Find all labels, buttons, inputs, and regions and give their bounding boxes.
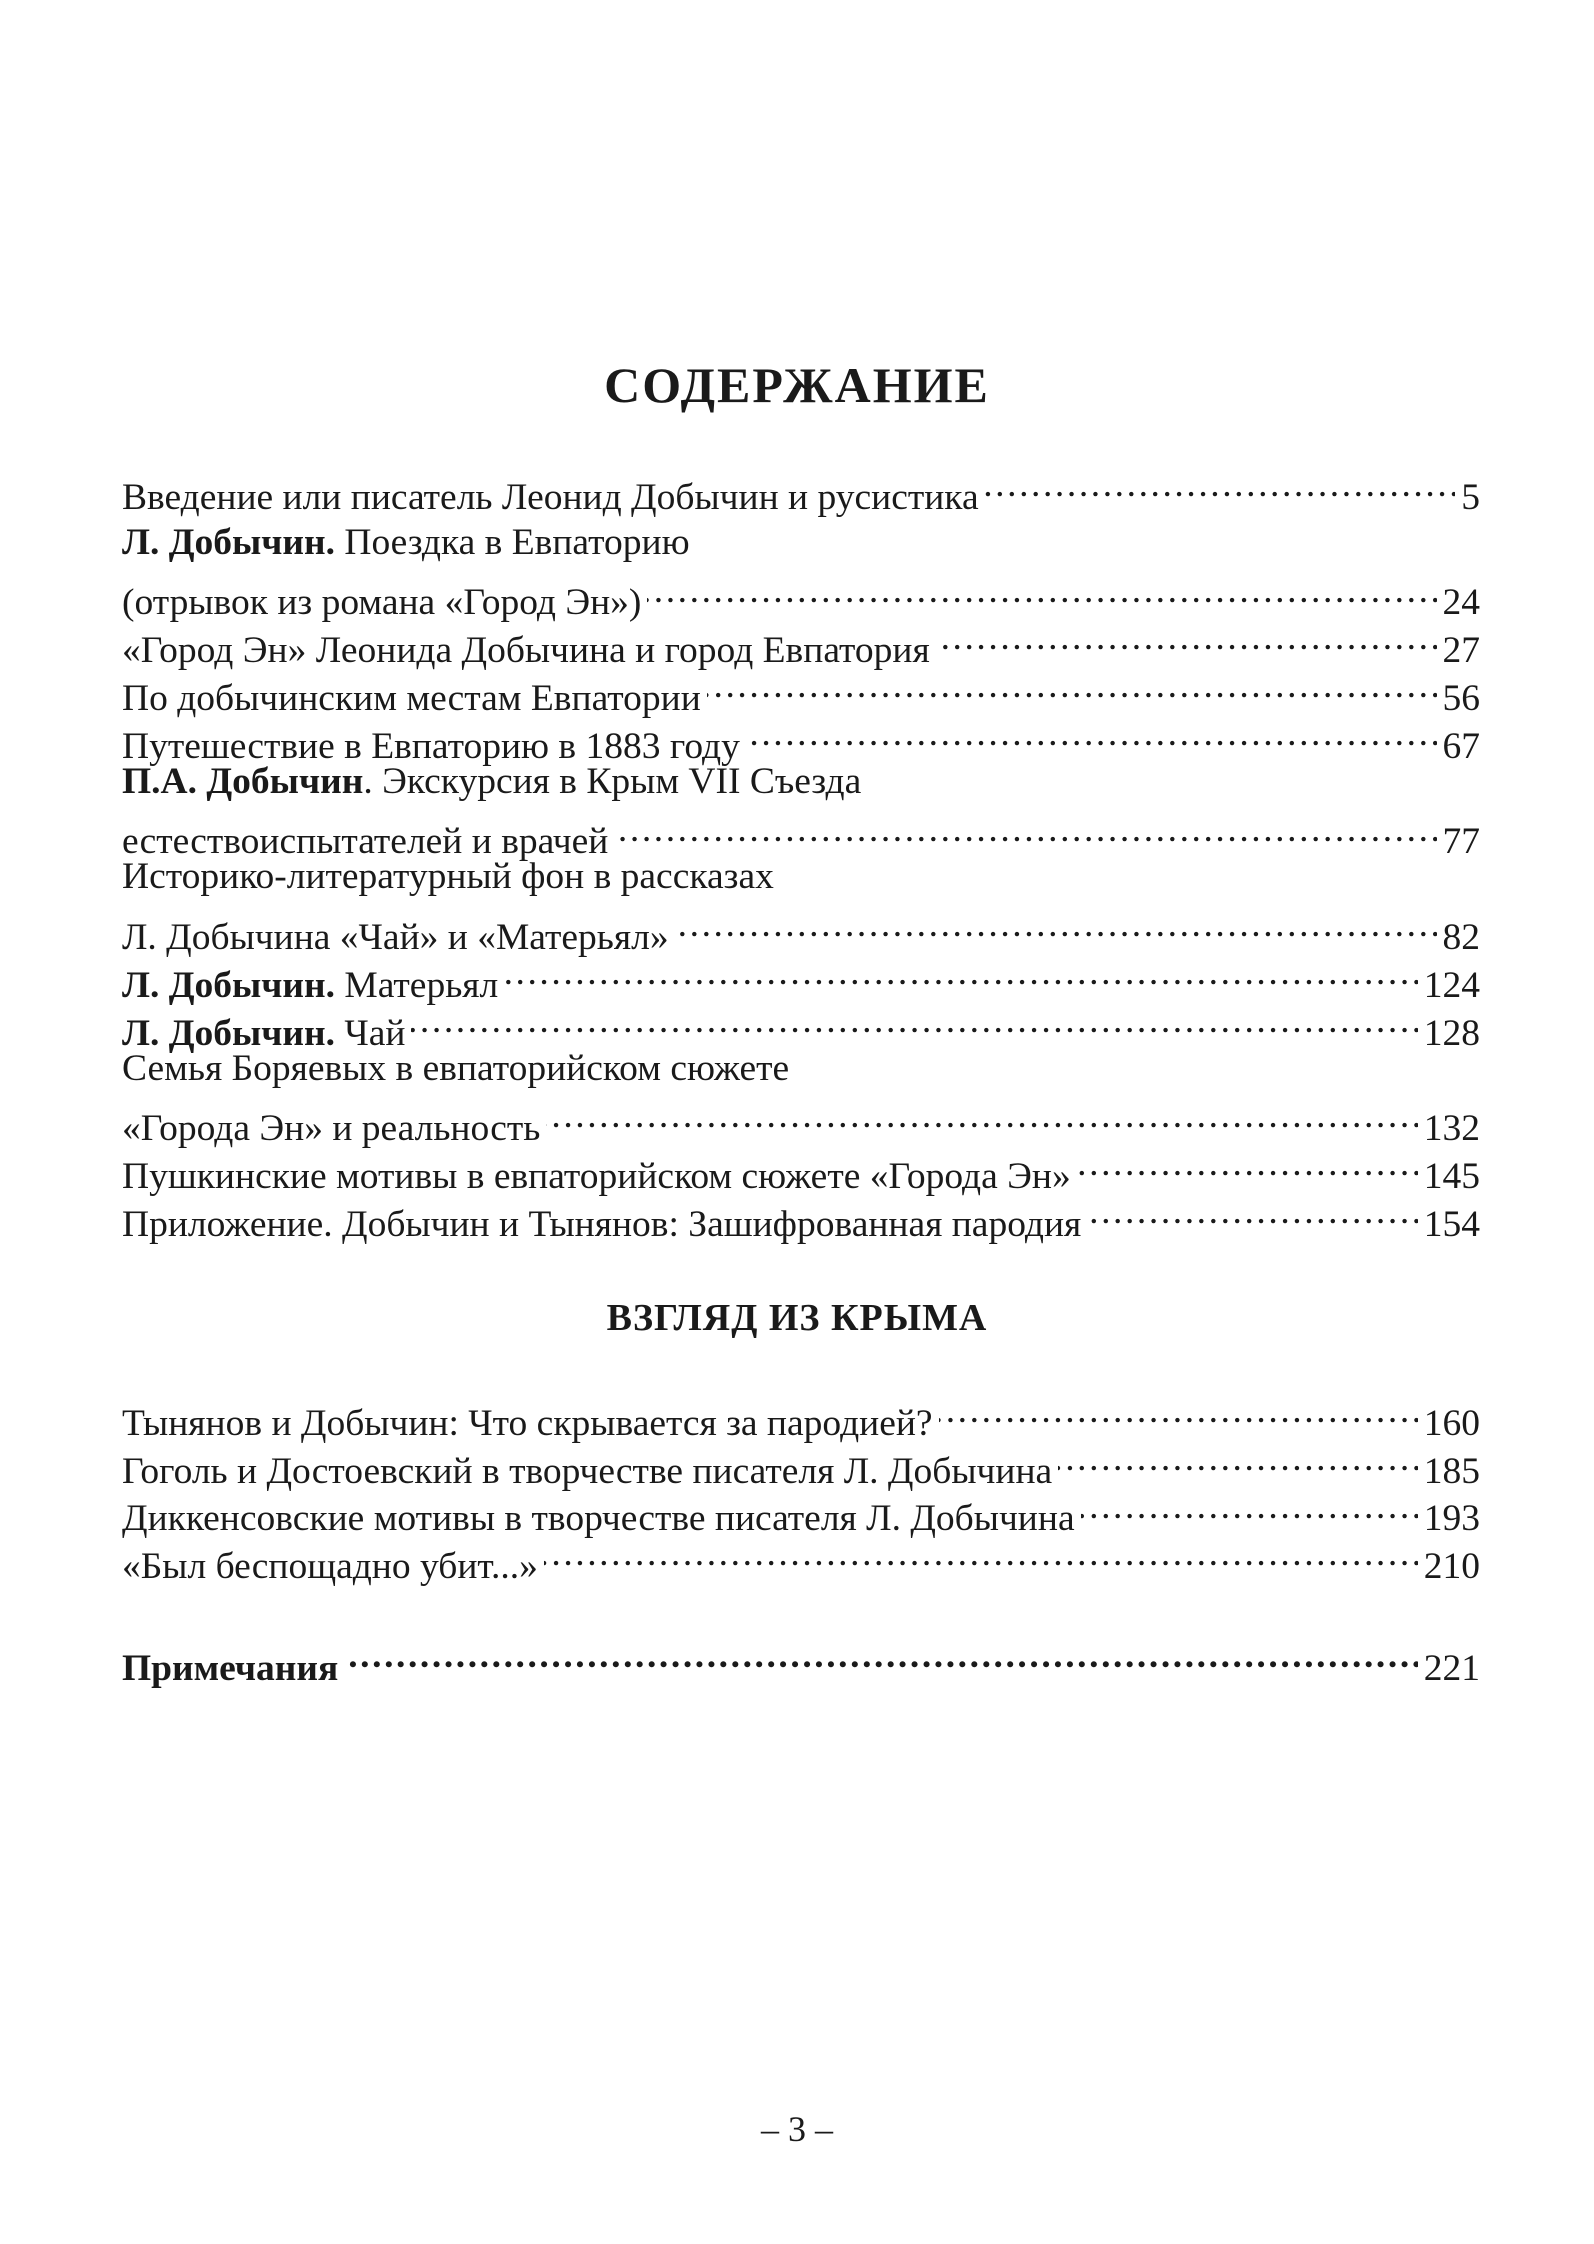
toc-entry-title: Пушкинские мотивы в евпаторийском сюжете «Города Эн» [122,1155,1071,1197]
toc-page-number: 27 [1442,630,1480,672]
toc-page-number: 5 [1461,476,1480,518]
toc-entry-title: Путешествие в Евпаторию в 1883 году [122,725,740,767]
toc-entry-continuation[interactable] [122,901,1480,958]
section-table-of-contents [122,1387,1480,1588]
dot-leader [936,614,1437,662]
toc-page-number: 210 [1423,1546,1480,1588]
section-title: ВЗГЛЯД ИЗ КРЫМА [606,1297,988,1339]
toc-page-number: 221 [1423,1647,1480,1689]
toc-entry[interactable] [122,519,1480,567]
toc-entry-title: Диккенсовские мотивы в творчестве писателя Л. Добычина [122,1498,1075,1540]
toc-entry-author: П.А. Добычин [122,760,364,802]
toc-entry-continuation-text: (отрывок из романа «Город Эн») [122,582,642,624]
toc-entry-continuation[interactable] [122,1092,1480,1150]
table-of-contents [122,461,1480,1245]
toc-page-number: 160 [1423,1402,1480,1444]
toc-entry-title: Введение или писатель Леонид Добычин и русистика [122,476,979,518]
dot-leader [411,997,1417,1045]
toc-entry-title: «Город Эн» Леонида Добычина и город Евпатория [122,630,930,672]
notes-entry-block [122,1632,1480,1689]
toc-entry-author: Л. Добычин. [122,521,336,563]
toc-entry-continuation[interactable] [122,567,1480,624]
toc-entry-title: . Экскурсия в Крым VII Съезда [363,760,862,802]
dot-leader [544,1530,1418,1578]
toc-page-number: 185 [1423,1450,1480,1492]
toc-page-number: 154 [1423,1203,1480,1245]
toc-entry-title: «Был беспощадно убит...» [122,1546,538,1588]
toc-page-number: 132 [1423,1108,1480,1150]
toc-page-number: 128 [1423,1012,1480,1054]
toc-entry-title: Поездка в Евпаторию [344,521,690,563]
toc-page-number: 124 [1423,964,1480,1006]
dot-leader [985,461,1456,509]
toc-entry-title: Гоголь и Достоевский в творчестве писателя Л. Добычина [122,1450,1053,1492]
dot-leader [1087,1188,1417,1236]
toc-entry-title: Историко-литературный фон в рассказах [122,856,774,898]
toc-entry[interactable] [122,461,1480,518]
page-title: СОДЕРЖАНИЕ [604,357,990,413]
toc-entry-title: Примечания [122,1647,339,1689]
dot-leader [1081,1483,1418,1531]
dot-leader [707,662,1437,710]
toc-entry-title: По добычинским местам Евпатории [122,677,701,719]
toc-entry-title: Чай [344,1012,406,1054]
toc-entry-continuation-text: естествоиспытателей и врачей [122,821,609,863]
toc-page-number: 82 [1442,916,1480,958]
toc-entry-author: Л. Добычин. [122,1012,336,1054]
page-number: – 3 – [761,2109,833,2149]
toc-page-number: 56 [1442,677,1480,719]
toc-entry-title: Семья Боряевых в евпаторийском сюжете [122,1047,790,1089]
toc-page-number: 193 [1423,1498,1480,1540]
toc-entry-author: Л. Добычин. [122,964,336,1006]
toc-entry-continuation-text: Л. Добычина «Чай» и «Матерьял» [122,916,669,958]
toc-entry[interactable] [122,1045,1480,1093]
toc-entry[interactable] [122,853,1480,901]
toc-page-number: 67 [1442,725,1480,767]
toc-entry-title: Приложение. Добычин и Тынянов: Зашифрованная пародия [122,1203,1082,1245]
toc-entry-continuation-text: «Города Эн» и реальность [122,1108,541,1150]
toc-entry-title: Тынянов и Добычин: Что скрывается за пародией? [122,1402,933,1444]
dot-leader [1058,1435,1418,1483]
dot-leader [939,1387,1418,1435]
toc-entry[interactable] [122,758,1480,806]
toc-entry-notes[interactable] [122,1632,1480,1689]
toc-page-number: 24 [1442,582,1480,624]
toc-entry-title: Матерьял [344,964,499,1006]
dot-leader [614,806,1436,854]
dot-leader [504,949,1417,997]
toc-page-number: 77 [1442,821,1480,863]
dot-leader [546,1092,1417,1140]
toc-entry-continuation[interactable] [122,806,1480,863]
toc-entry[interactable] [122,1387,1480,1444]
dot-leader [675,901,1437,949]
dot-leader [1077,1140,1418,1188]
dot-leader [344,1632,1417,1680]
dot-leader [647,567,1436,615]
dot-leader [746,710,1437,758]
toc-page-number: 145 [1423,1155,1480,1197]
